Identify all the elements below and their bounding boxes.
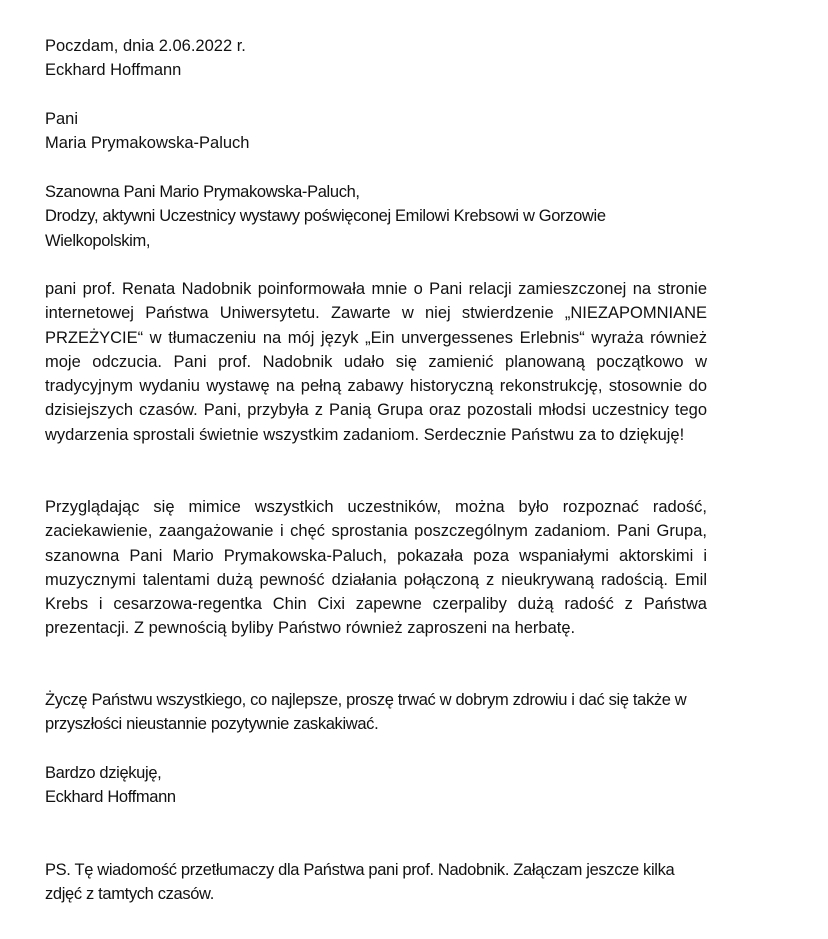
recipient-salutation: Pani: [45, 110, 79, 128]
recipient-name: Maria Prymakowska-Paluch: [45, 134, 250, 153]
recipient-block: [45, 107, 707, 156]
greeting-block: [45, 180, 685, 253]
paragraph-3: Życzę Państwu wszystkiego, co najlepsze, proszę trwać w dobrym zdrowiu i dać się także w przyszłości nieustannie pozytywnie zaskakiwać.: [45, 691, 687, 734]
sender-name: Eckhard Hoffmann: [45, 61, 182, 80]
closing-block: [45, 761, 707, 810]
letter-header: [45, 34, 707, 83]
closing-signature: Eckhard Hoffmann: [45, 788, 176, 807]
paragraph-1: pani prof. Renata Nadobnik poinformowała mnie o Pani relacji zamieszczonej na stronie internetowej Państwa Uniwersytetu. Zawarte w niej stwierdzenie „NIEZAPOMNIANE PRZEŻYCIE“ w tłumaczeniu na mój język „Ein unvergessenes Erlebnis“ wyraża również moje odczucia. Pani prof. Nadobnik udało się zamienić planowaną początkowo w tradycyjnym wydaniu wystawę na pełną zabawy historyczną rekonstrukcję, stosownie do dzisiejszych czasów. Pani, przybyła z Panią Grupa oraz pozostali młodsi uczestnicy tego wydarzenia sprostali świetnie wszystkim zadaniom. Serdecznie Państwu za to dziękuję!: [45, 280, 707, 444]
greeting-line-2: Drodzy, aktywni Uczestnicy wystawy poświęconej Emilowi Krebsowi w Gorzowie Wielkopolskim,: [45, 207, 606, 250]
greeting-line-1: Szanowna Pani Mario Prymakowska-Paluch,: [45, 183, 360, 201]
postscript: PS. Tę wiadomość przetłumaczy dla Państwa pani prof. Nadobnik. Załączam jeszcze kilka zdjęć z tamtych czasów.: [45, 861, 675, 904]
paragraph-2: Przyglądając się mimice wszystkich uczestników, można było rozpoznać radość, zaciekawienie, zaangażowanie i chęć sprostania poszczególnym zadaniom. Pani Grupa, szanowna Pani Mario Prymakowska-Paluch, pokazała poza wspaniałymi aktorskimi i muzycznymi talentami dużą pewność działania połączoną z nieukrywaną radością. Emil Krebs i cesarzowa-regentka Chin Cixi zapewne czerpaliby dużą radość z Państwa prezentacji. Z pewnością byliby Państwo również zaproszeni na herbatę.: [45, 498, 707, 638]
place-date: Poczdam, dnia 2.06.2022 r.: [45, 37, 246, 55]
closing-phrase: Bardzo dziękuję,: [45, 764, 162, 782]
